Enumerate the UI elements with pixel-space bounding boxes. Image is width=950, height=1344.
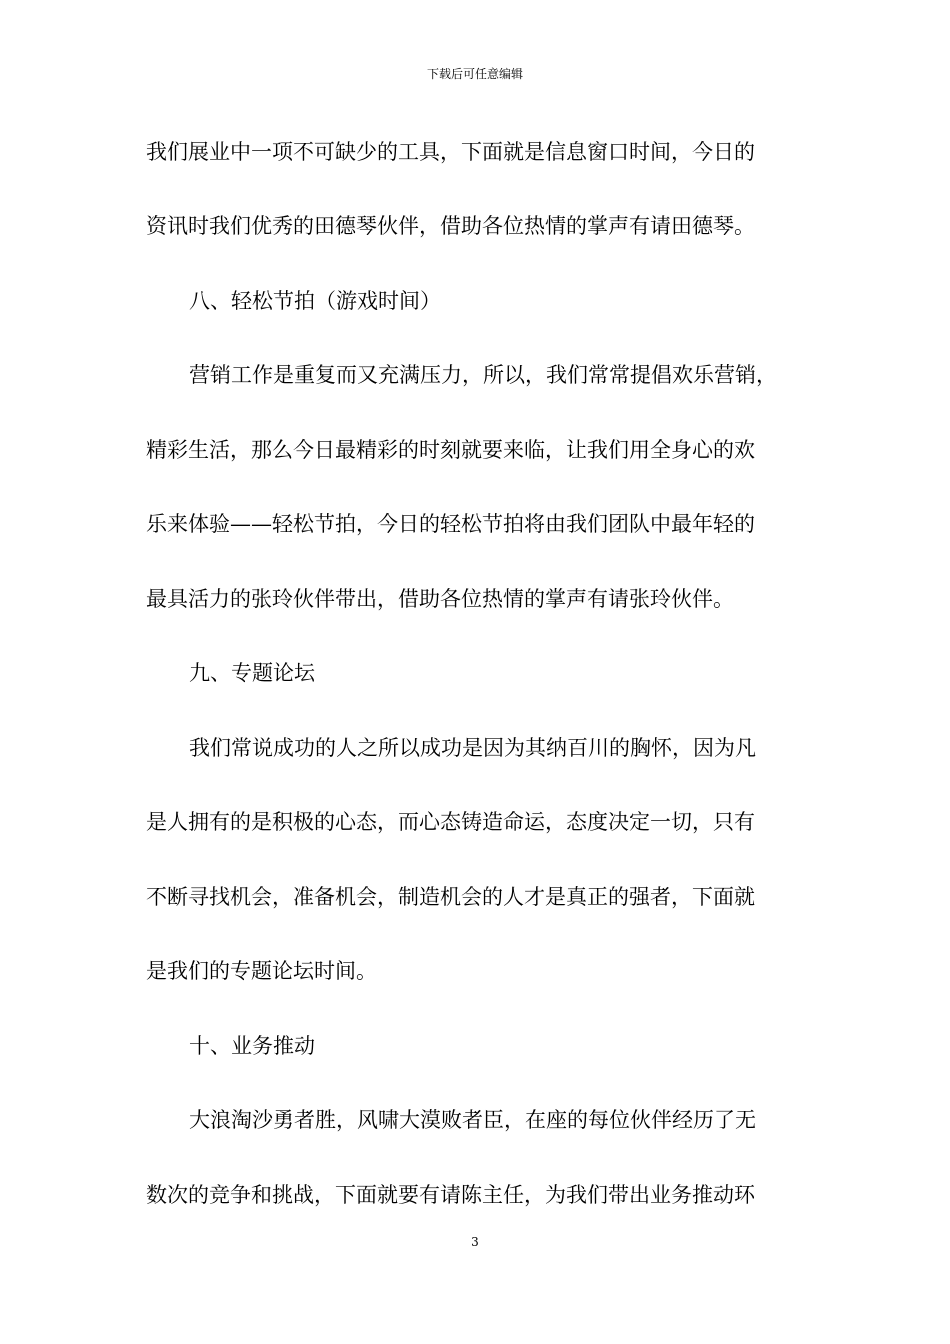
text-line: 我们常说成功的人之所以成功是因为其纳百川的胸怀，因为凡	[189, 736, 756, 760]
text-line: 我们展业中一项不可缺少的工具，下面就是信息窗口时间，今日的	[146, 140, 755, 164]
section-heading-9: 九、专题论坛	[189, 661, 315, 685]
text-line: 营销工作是重复而又充满压力，所以，我们常常提倡欢乐营销，	[189, 363, 777, 387]
text-line: 资讯时我们优秀的田德琴伙伴，借助各位热情的掌声有请田德琴。	[146, 214, 755, 238]
page-number: 3	[471, 1235, 479, 1249]
text-line: 最具活力的张玲伙伴带出，借助各位热情的掌声有请张玲伙伴。	[146, 587, 734, 611]
text-line: 精彩生活，那么今日最精彩的时刻就要来临，让我们用全身心的欢	[146, 438, 755, 462]
text-line: 是我们的专题论坛时间。	[146, 959, 377, 983]
page-header: 下载后可任意编辑	[426, 67, 523, 81]
text-line: 是人拥有的是积极的心态，而心态铸造命运，态度决定一切，只有	[146, 810, 755, 834]
text-line: 不断寻找机会，准备机会，制造机会的人才是真正的强者，下面就	[146, 885, 755, 909]
text-line: 大浪淘沙勇者胜，风啸大漠败者臣，在座的每位伙伴经历了无	[189, 1108, 756, 1132]
section-heading-8: 八、轻松节拍（游戏时间）	[189, 289, 441, 313]
section-heading-10: 十、业务推动	[189, 1034, 315, 1058]
text-line: 乐来体验——轻松节拍，今日的轻松节拍将由我们团队中最年轻的	[146, 512, 755, 536]
text-line: 数次的竞争和挑战，下面就要有请陈主任，为我们带出业务推动环	[146, 1183, 755, 1207]
